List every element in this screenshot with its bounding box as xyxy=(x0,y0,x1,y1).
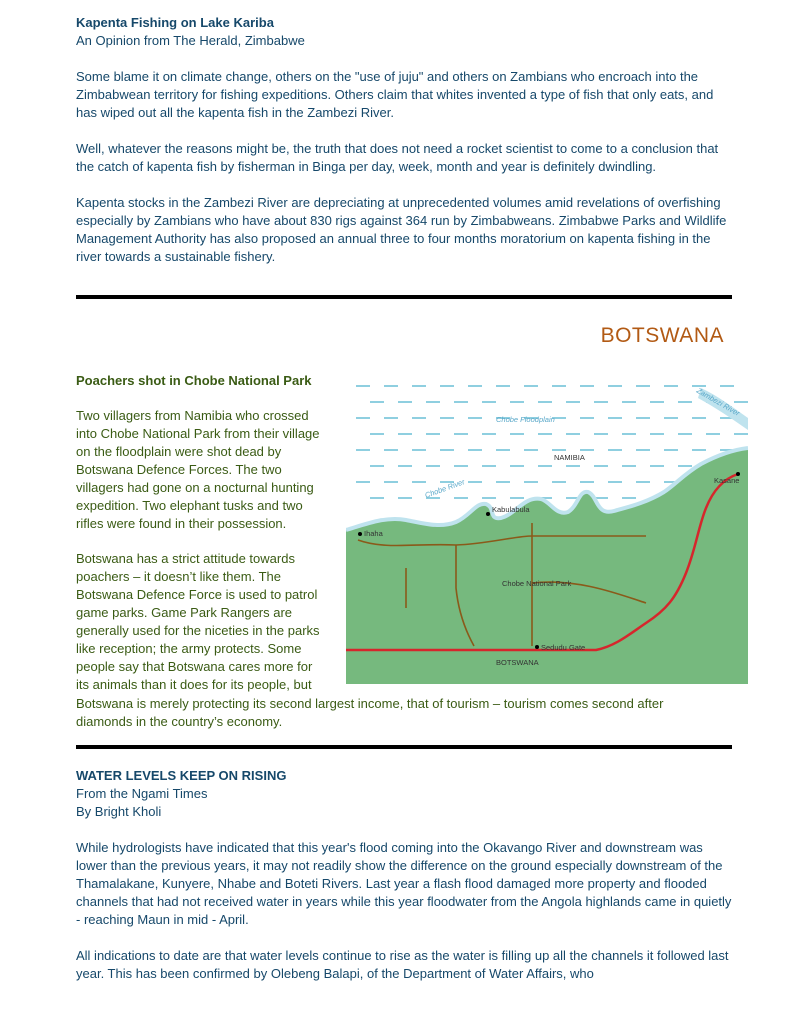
text-line: Botswana Defence Force is used to patrol xyxy=(76,587,318,602)
label-chobe-river: Chobe River xyxy=(423,477,466,500)
town-marker xyxy=(535,645,539,649)
text-line: rifles were found in their possession. xyxy=(76,516,287,531)
text-line: expedition. Two elephant tusks and two xyxy=(76,498,303,513)
section-divider xyxy=(76,295,732,299)
article-source: From the Ngami Times xyxy=(76,786,208,801)
label-chobe-floodplain: Chobe Floodplain xyxy=(496,415,555,424)
article-paragraph: All indications to date are that water levels continue to rise as the water is filling up all the channels it followed last year. This has been confirmed by Olebeng Balapi, of the Department of Water Affairs, who xyxy=(76,948,729,981)
label-zambezi-river: Zambezi River xyxy=(695,385,742,418)
article-kapenta xyxy=(76,14,736,266)
text-line: generally used for the niceties in the parks xyxy=(76,623,320,638)
text-line: villagers had gone on a nocturnal hunting xyxy=(76,480,314,495)
text-line: poachers – it doesn’t like them. The xyxy=(76,569,281,584)
article-water-levels xyxy=(76,767,736,983)
label-kabulabula: Kabulabula xyxy=(492,505,530,514)
article-paragraph: While hydrologists have indicated that this year's flood coming into the Okavango River and downstream was lower than the previous years, it may not readily show the difference on the ground especially downstream of the Thamalakane, Kunyere, Nhabe and Boteti Rivers. Last year a flash flood damaged more property and flooded channels that had not received water in years while this year floodwater from the Angola highlands came in quietly - reaching Maun in mid - April. xyxy=(76,840,732,927)
article-source: An Opinion from The Herald, Zimbabwe xyxy=(76,33,305,48)
section-heading-botswana: BOTSWANA xyxy=(600,324,724,347)
text-line: people say that Botswana cares more for xyxy=(76,659,313,674)
article-paragraph xyxy=(76,407,346,533)
text-line: Botswana is merely protecting its second largest income, that of tourism – tourism comes second after xyxy=(76,696,664,711)
town-marker xyxy=(486,512,490,516)
text-line: game parks. Game Park Rangers are xyxy=(76,605,293,620)
article-title: Poachers shot in Chobe National Park xyxy=(76,373,312,388)
label-ihaha: Ihaha xyxy=(364,529,383,538)
article-byline: By Bright Kholi xyxy=(76,804,162,819)
label-namibia: NAMIBIA xyxy=(554,453,585,462)
article-poachers xyxy=(76,372,346,694)
article-title: WATER LEVELS KEEP ON RISING xyxy=(76,768,287,783)
label-sedudu-gate: Sedudu Gate xyxy=(541,643,586,652)
text-line: diamonds in the country’s economy. xyxy=(76,714,283,729)
article-paragraph: Well, whatever the reasons might be, the truth that does not need a rocket scientist to come to a conclusion that the catch of kapenta fish by fisherman in Binga per day, week, month and year is definitely dwindling. xyxy=(76,141,719,174)
text-line: on the floodplain were shot dead by xyxy=(76,444,282,459)
text-line: its animals than it does for its people, but xyxy=(76,677,312,692)
text-line: Two villagers from Namibia who crossed xyxy=(76,408,309,423)
text-line: into Chobe National Park from their village xyxy=(76,426,320,441)
text-line: Botswana Defence Forces. The two xyxy=(76,462,282,477)
article-paragraph: Some blame it on climate change, others on the "use of juju" and others on Zambians who encroach into the Zimbabwean territory for fishing expeditions. Others claim that whites invented a type of fish that only eats, and has wiped out all the kapenta fish in the Zambezi River. xyxy=(76,69,714,120)
label-kasane: Kasane xyxy=(714,476,740,485)
label-botswana: BOTSWANA xyxy=(496,658,539,667)
label-chobe-national-park: Chobe National Park xyxy=(502,579,572,588)
section-divider xyxy=(76,745,732,749)
town-marker xyxy=(358,532,362,536)
text-line: like reception; the army protects. Some xyxy=(76,641,302,656)
article-title: Kapenta Fishing on Lake Kariba xyxy=(76,15,274,30)
article-paragraph xyxy=(76,550,346,694)
text-line: Botswana has a strict attitude towards xyxy=(76,551,295,566)
article-paragraph-tail xyxy=(76,695,736,731)
chobe-map xyxy=(346,378,748,684)
article-paragraph: Kapenta stocks in the Zambezi River are depreciating at unprecedented volumes amid revelations of overfishing especially by Zambians who have about 830 rigs against 364 run by Zimbabweans. Zimbabwe Parks and Wildlife Management Authority has also proposed an annual three to four months moratorium on kapenta fishing in the river towards a sustainable fishery. xyxy=(76,195,727,264)
